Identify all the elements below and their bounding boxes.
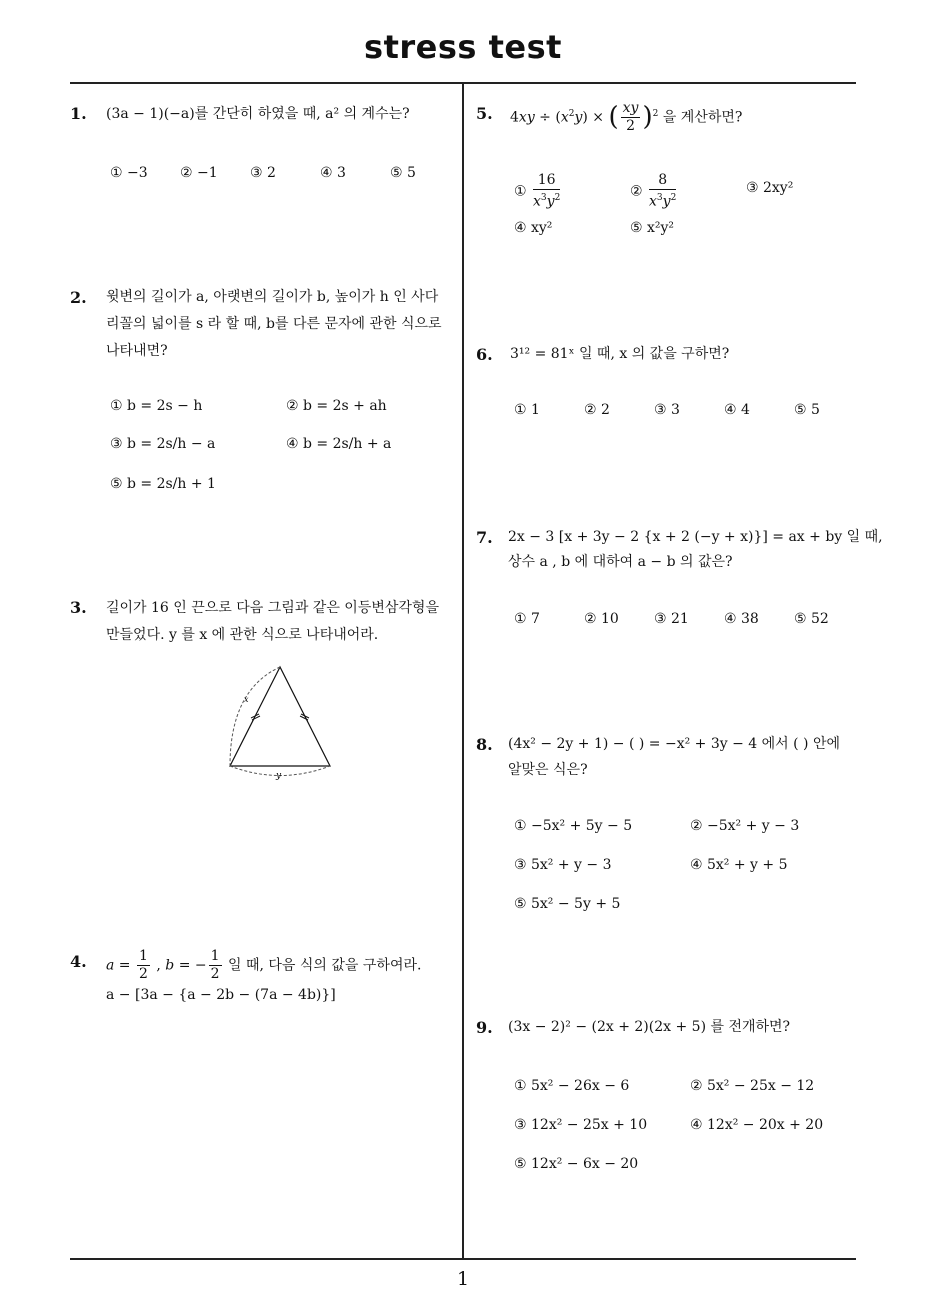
question-line: (4x² − 2y + 1) − ( ) = −x² + 3y − 4 에서 ( ) 안에: [508, 736, 841, 752]
question-expression: $4xy \div (x^2y)$ × ( $\frac{xy}{2}$ )$^2$ 을 계산하면?: [510, 100, 743, 134]
question-expression: a − [3a − {a − 2b − (7a − 4b)}]: [106, 987, 336, 1003]
option-5[interactable]: ⑤ 52: [794, 611, 829, 627]
question-number: 5.: [476, 104, 493, 123]
option-3[interactable]: ③ 3: [654, 402, 680, 418]
option-4[interactable]: ④ b = 2s/h + a: [286, 436, 392, 452]
option-3[interactable]: ③ 2: [250, 165, 276, 181]
option-3[interactable]: ③ 21: [654, 611, 689, 627]
option-1[interactable]: ① 5x² − 26x − 6: [514, 1078, 630, 1094]
option-1[interactable]: ① b = 2s − h: [110, 398, 203, 414]
question-text: 3¹² = 81ˣ 일 때, x 의 값을 구하면?: [510, 346, 730, 362]
question-line: 리꼴의 넓이를 s 라 할 때, b를 다른 문자에 관한 식으로: [106, 316, 442, 332]
option-5[interactable]: ⑤ b = 2s/h + 1: [110, 476, 216, 492]
question-text: 을 계산하면?: [662, 109, 743, 126]
question-text: 일 때, 다음 식의 값을 구하여라.: [228, 957, 422, 974]
question-number: 3.: [70, 598, 87, 617]
question-number: 4.: [70, 952, 87, 971]
question-line-1: a = $\frac{1}{2}$ , b = − $\frac{1}{2}$ 일 때, 다음 식의 값을 구하여라.: [106, 948, 422, 982]
footer-rule: [70, 1258, 856, 1260]
option-1[interactable]: ① $\frac{16}{x^3y^2}$: [514, 172, 561, 210]
figure-label-y: y: [276, 771, 282, 781]
option-1[interactable]: ① 7: [514, 611, 540, 627]
question-number: 7.: [476, 528, 493, 547]
question-number: 8.: [476, 735, 493, 754]
option-5[interactable]: ⑤ 5: [390, 165, 416, 181]
option-1[interactable]: ① −3: [110, 165, 148, 181]
option-2[interactable]: ② −1: [180, 165, 218, 181]
option-5[interactable]: ⑤ 5x² − 5y + 5: [514, 896, 621, 912]
page-title: stress test: [364, 28, 562, 66]
isosceles-triangle-figure: [220, 660, 340, 785]
option-1[interactable]: ① 1: [514, 402, 540, 418]
option-2[interactable]: ② 2: [584, 402, 610, 418]
question-number: 2.: [70, 288, 87, 307]
figure-label-x: x: [244, 695, 249, 704]
question-text: (3x − 2)² − (2x + 2)(2x + 5) 를 전개하면?: [508, 1019, 791, 1035]
option-5[interactable]: ⑤ 12x² − 6x − 20: [514, 1156, 639, 1172]
column-divider: [462, 83, 464, 1259]
option-4[interactable]: ④ xy²: [514, 220, 553, 236]
question-line: 윗변의 길이가 a, 아랫변의 길이가 b, 높이가 h 인 사다: [106, 289, 439, 305]
option-2[interactable]: ② 5x² − 25x − 12: [690, 1078, 815, 1094]
option-3[interactable]: ③ 2xy²: [746, 180, 794, 196]
option-1[interactable]: ① −5x² + 5y − 5: [514, 818, 633, 834]
option-3[interactable]: ③ 5x² + y − 3: [514, 857, 612, 873]
option-4[interactable]: ④ 12x² − 20x + 20: [690, 1117, 824, 1133]
option-3[interactable]: ③ 12x² − 25x + 10: [514, 1117, 648, 1133]
option-2[interactable]: ② b = 2s + ah: [286, 398, 387, 414]
option-2[interactable]: ② 10: [584, 611, 619, 627]
option-4[interactable]: ④ 3: [320, 165, 346, 181]
question-line: 상수 a , b 에 대하여 a − b 의 값은?: [508, 554, 733, 570]
option-4[interactable]: ④ 38: [724, 611, 759, 627]
option-4[interactable]: ④ 5x² + y + 5: [690, 857, 788, 873]
question-line: 길이가 16 인 끈으로 다음 그림과 같은 이등변삼각형을: [106, 600, 439, 616]
option-2[interactable]: ② −5x² + y − 3: [690, 818, 800, 834]
question-line: 나타내면?: [106, 343, 168, 359]
page-number: 1: [456, 1268, 470, 1290]
question-text: (3a − 1)(−a)를 간단히 하였을 때, a² 의 계수는?: [106, 106, 410, 122]
option-5[interactable]: ⑤ x²y²: [630, 220, 675, 236]
option-3[interactable]: ③ b = 2s/h − a: [110, 436, 216, 452]
question-number: 9.: [476, 1018, 493, 1037]
option-4[interactable]: ④ 4: [724, 402, 750, 418]
question-line: 만들었다. y 를 x 에 관한 식으로 나타내어라.: [106, 627, 379, 643]
question-number: 1.: [70, 104, 87, 123]
question-number: 6.: [476, 345, 493, 364]
option-5[interactable]: ⑤ 5: [794, 402, 820, 418]
question-line: 2x − 3 [x + 3y − 2 {x + 2 (−y + x)}] = ax + by 일 때,: [508, 529, 883, 545]
option-2[interactable]: ② $\frac{8}{x^3y^2}$: [630, 172, 677, 210]
question-line: 알맞은 식은?: [508, 762, 588, 778]
